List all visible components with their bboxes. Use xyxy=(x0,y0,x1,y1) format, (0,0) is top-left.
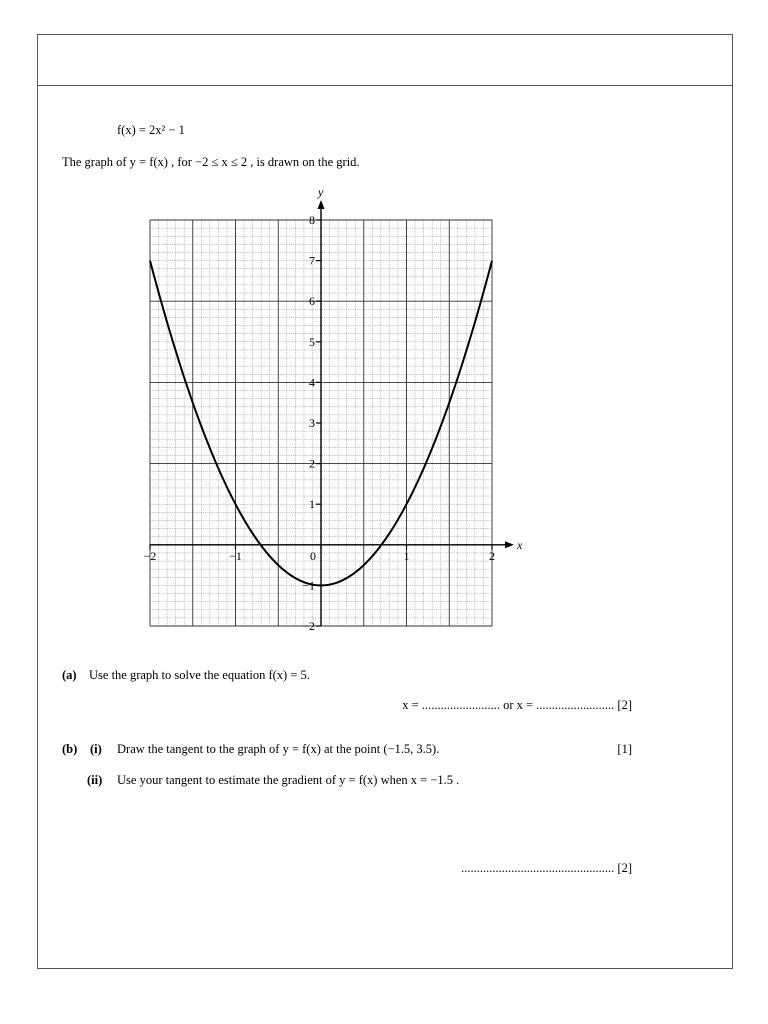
part-a-answer-line: x = ......................... or x = ......................... [2] xyxy=(402,698,632,712)
y-tick-label: 3 xyxy=(309,416,315,430)
function-definition: f(x) = 2x² − 1 xyxy=(117,123,185,137)
y-axis-label: y xyxy=(318,185,324,199)
x-tick-label: −1 xyxy=(229,548,242,563)
x-tick-label: 0 xyxy=(310,548,316,563)
part-b-ii-label: (ii) xyxy=(87,773,103,787)
y-tick-label: 2 xyxy=(309,456,315,471)
part-b-i-text: Draw the tangent to the graph of y = f(x) at the point (−1.5, 3.5). xyxy=(117,742,440,756)
y-tick-label: 8 xyxy=(309,213,315,227)
part-b-label: (b) xyxy=(62,742,78,756)
y-tick-label: −1 xyxy=(302,578,315,593)
part-b-ii-answer-line: ................................................. [2] xyxy=(461,861,632,875)
x-tick-label: 1 xyxy=(403,548,410,563)
x-axis-arrow xyxy=(505,541,514,548)
y-tick-label: 5 xyxy=(309,334,315,349)
part-b-ii-text: Use your tangent to estimate the gradient of y = f(x) when x = −1.5 . xyxy=(117,773,460,787)
y-tick-label: 6 xyxy=(309,294,315,309)
y-tick-label: 1 xyxy=(309,497,315,512)
part-b-i-label: (i) xyxy=(90,742,102,756)
x-tick-label: 2 xyxy=(489,548,495,563)
y-tick-label: 7 xyxy=(309,253,315,268)
x-axis-label: x xyxy=(517,537,523,552)
part-b-i-marks: [1] xyxy=(617,742,632,756)
y-axis-arrow xyxy=(318,200,325,209)
part-a-text: Use the graph to solve the equation f(x) = 5. xyxy=(89,668,310,682)
intro-text: The graph of y = f(x) , for −2 ≤ x ≤ 2 , is drawn on the grid. xyxy=(62,155,360,169)
y-tick-label: −2 xyxy=(302,619,315,633)
x-tick-label: −2 xyxy=(143,548,157,563)
y-tick-label: 4 xyxy=(309,375,315,390)
part-a-label: (a) xyxy=(62,668,77,682)
